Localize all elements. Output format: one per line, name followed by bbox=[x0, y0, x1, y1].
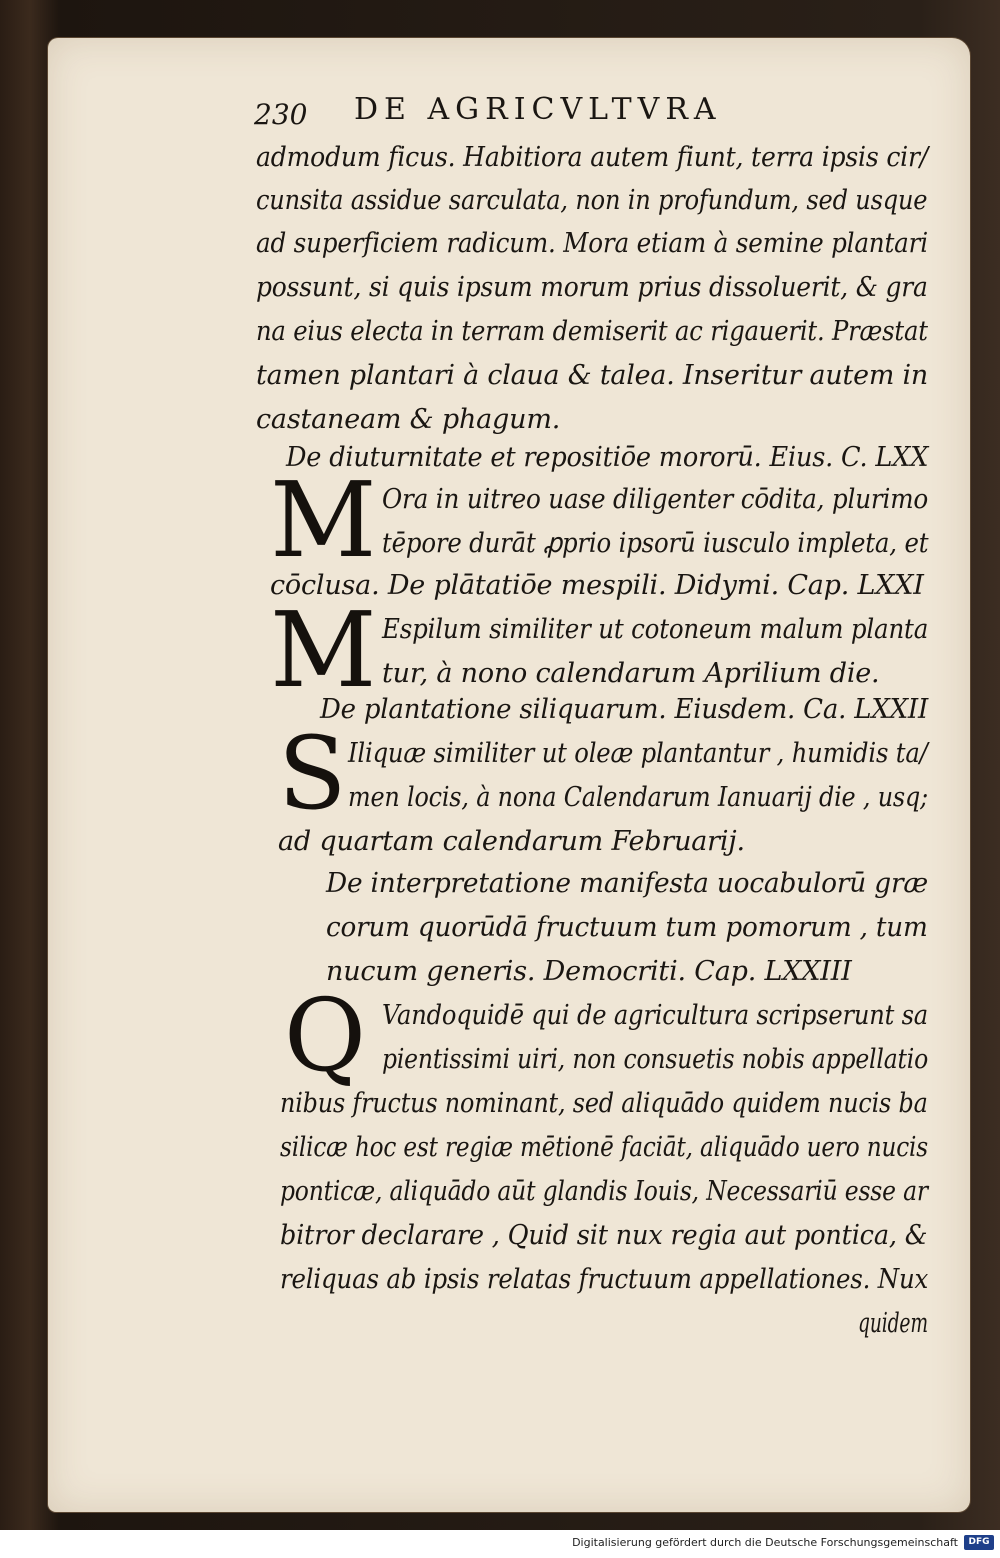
chapter-heading: De plantatione siliquarum. Eiusdem. Ca. LXXII bbox=[320, 694, 929, 725]
chapter-heading: De diuturnitate et repositiōe mororū. Eius. C. LXX bbox=[286, 442, 929, 473]
text-line: men locis, à nona Calendarum Ianuarij die , usq; bbox=[348, 782, 928, 813]
text-line: silicæ hoc est regiæ mētionē faciāt, aliquādo uero nucis bbox=[280, 1132, 928, 1163]
drop-cap-initial: M bbox=[270, 589, 377, 711]
text-line: castaneam & phagum. bbox=[256, 404, 561, 435]
text-line: nibus fructus nominant, sed aliquādo quidem nucis ba bbox=[280, 1088, 928, 1119]
text-line: tēpore durāt ꝓprio ipsorū iusculo impleta, et bbox=[382, 528, 929, 559]
text-line: reliquas ab ipsis relatas fructuum appellationes. Nux bbox=[280, 1264, 929, 1295]
drop-cap-initial: M bbox=[270, 459, 377, 581]
book-page bbox=[48, 38, 970, 1512]
text-line: Vandoquidē qui de agricultura scripserunt sa bbox=[382, 1000, 929, 1031]
chapter-heading: corum quorūdā fructuum tum pomorum , tum bbox=[326, 912, 928, 943]
text-line: tur, à nono calendarum Aprilium die. bbox=[382, 658, 880, 689]
catchword: quidem bbox=[858, 1308, 928, 1339]
text-line: ponticæ, aliquādo aūt glandis Iouis, Necessariū esse ar bbox=[280, 1176, 928, 1207]
text-line: na eius electa in terram demiserit ac rigauerit. Præstat bbox=[256, 316, 928, 347]
text-line: ad quartam calendarum Februarij. bbox=[278, 826, 745, 857]
drop-cap-initial: Q bbox=[284, 977, 366, 1094]
text-line: ad superficiem radicum. Mora etiam à semine plantari bbox=[256, 228, 928, 259]
text-line: cōclusa. De plātatiōe mespili. Didymi. Cap. LXXI bbox=[270, 570, 924, 601]
text-line: Ora in uitreo uase diligenter cōdita, plurimo bbox=[382, 484, 929, 515]
chapter-heading: De interpretatione manifesta uocabulorū græ bbox=[326, 868, 928, 899]
text-line: pientissimi uiri, non consuetis nobis appellatio bbox=[382, 1044, 929, 1075]
text-line: tamen plantari à claua & talea. Inseritur autem in bbox=[256, 360, 929, 391]
text-line: bitror declarare , Quid sit nux regia aut pontica, & bbox=[280, 1220, 928, 1251]
funding-credit: Digitalisierung gefördert durch die Deutsche Forschungsgemeinschaft bbox=[572, 1536, 958, 1549]
text-line: cunsita assidue sarculata, non in profundum, sed usque bbox=[256, 185, 928, 216]
running-head: DE AGRICVLTVRA bbox=[354, 92, 722, 127]
text-line: Espilum similiter ut cotoneum malum planta bbox=[382, 614, 929, 645]
dfg-logo-icon: DFG bbox=[964, 1535, 994, 1550]
drop-cap-initial: S bbox=[278, 715, 347, 832]
text-line: possunt, si quis ipsum morum prius dissoluerit, & gra bbox=[256, 272, 928, 303]
chapter-heading: nucum generis. Democriti. Cap. LXXIII bbox=[326, 956, 852, 987]
text-line: Iliquæ similiter ut oleæ plantantur , humidis ta/ bbox=[348, 738, 928, 769]
page-number: 230 bbox=[254, 98, 308, 131]
text-line: admodum ficus. Habitiora autem fiunt, terra ipsis cir/ bbox=[256, 142, 929, 173]
